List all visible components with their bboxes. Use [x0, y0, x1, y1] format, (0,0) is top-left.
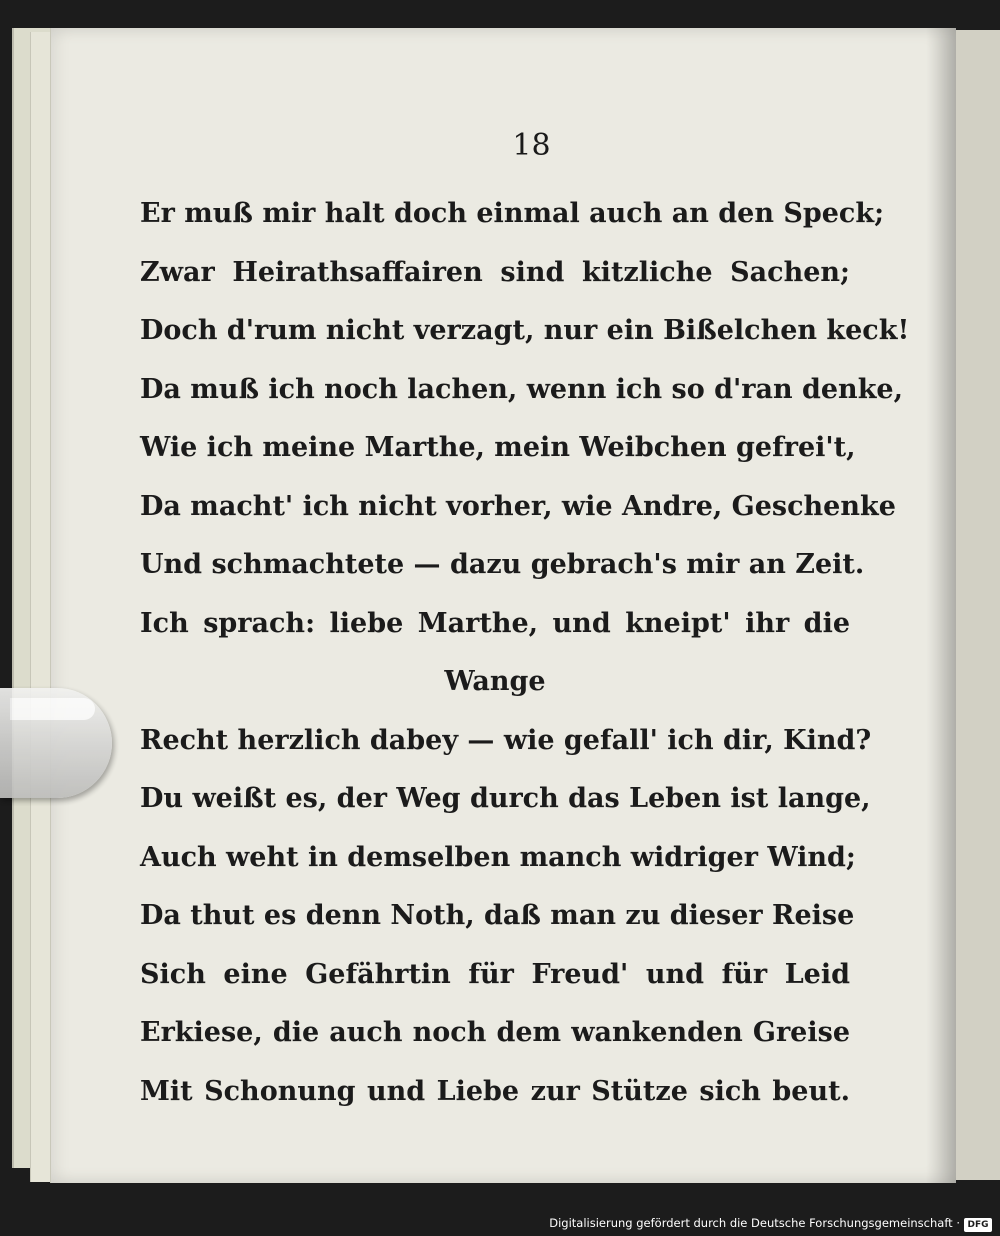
text-line: Sich eine Gefährtin für Freud' und für Leid: [140, 958, 850, 990]
text-line: Ich sprach: liebe Marthe, und kneipt' ihr die: [140, 607, 850, 639]
text-line: Recht herzlich dabey — wie gefall' ich dir, Kind?: [140, 724, 872, 756]
facing-page-edge: [955, 30, 1000, 1180]
text-line: Erkiese, die auch noch dem wankenden Greise: [140, 1017, 850, 1048]
gutter-shadow: [926, 28, 956, 1183]
text-line: Du weißt es, der Weg durch das Leben ist lange,: [140, 783, 871, 814]
text-line: Wange: [444, 666, 546, 697]
text-line: Er muß mir halt doch einmal auch an den Speck;: [140, 198, 885, 229]
poem-text: [140, 185, 910, 1121]
page-number: 18: [512, 128, 551, 163]
text-line: Da macht' ich nicht vorher, wie Andre, Geschenke: [140, 490, 896, 522]
text-line: Da thut es denn Noth, daß man zu dieser Reise: [140, 900, 855, 931]
text-line: Und schmachtete — dazu gebrach's mir an Zeit.: [140, 549, 865, 580]
text-line: Auch weht in demselben manch widriger Wind;: [140, 841, 856, 873]
glass-page-weight: [0, 688, 112, 798]
funding-credit: Digitalisierung gefördert durch die Deutsche Forschungsgemeinschaft ·: [549, 1216, 960, 1230]
dfg-logo-icon: DFG: [964, 1218, 992, 1232]
text-line: Doch d'rum nicht verzagt, nur ein Bißelchen keck!: [140, 315, 910, 346]
text-line: Wie ich meine Marthe, mein Weibchen gefrei't,: [140, 432, 856, 463]
text-line: Zwar Heirathsaffairen sind kitzliche Sachen;: [140, 256, 850, 288]
glass-highlight: [10, 698, 95, 720]
footer-bar: [0, 1188, 1000, 1236]
text-line: Mit Schonung und Liebe zur Stütze sich beut.: [140, 1075, 850, 1107]
text-line: Da muß ich noch lachen, wenn ich so d'ran denke,: [140, 373, 903, 405]
